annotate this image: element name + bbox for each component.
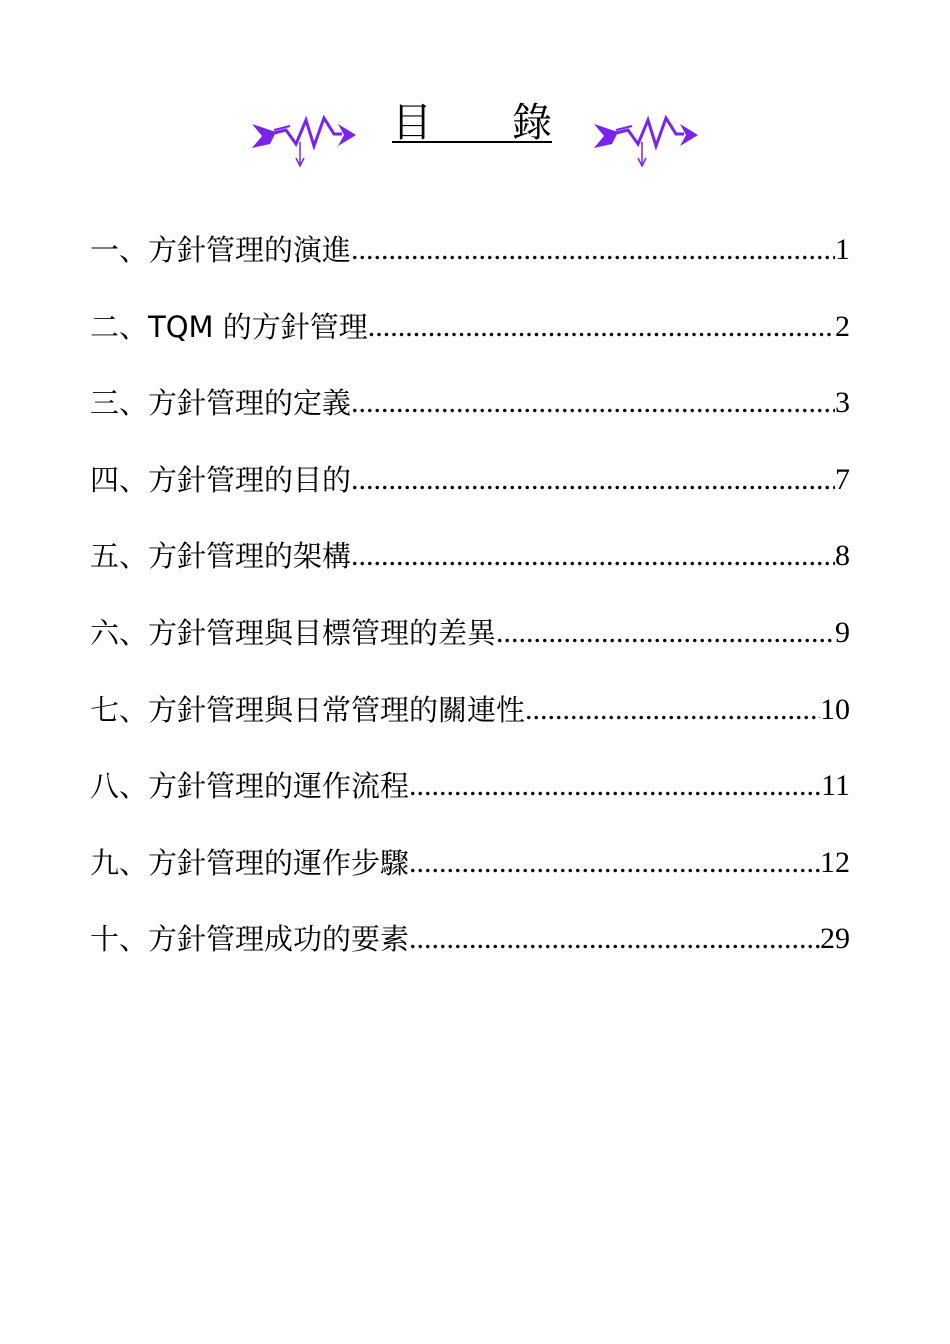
- dot-leader: [351, 458, 835, 502]
- toc-page-number: 29: [820, 922, 850, 956]
- toc-entry[interactable]: [90, 841, 850, 918]
- toc-entry-label: 六、方針管理與目標管理的差異: [90, 615, 497, 650]
- zigzag-arrow-icon: [250, 104, 358, 168]
- toc-page-number: 8: [835, 539, 850, 573]
- toc-entry[interactable]: [90, 534, 850, 611]
- toc-entry[interactable]: [90, 611, 850, 688]
- toc-entry[interactable]: [90, 228, 850, 305]
- toc-entry-label: 二、TQM 的方針管理: [90, 309, 368, 344]
- dot-leader: [409, 917, 820, 961]
- toc-entry[interactable]: [90, 688, 850, 765]
- toc-entry-label: 九、方針管理的運作步驟: [90, 845, 410, 880]
- toc-page-number: 2: [835, 309, 850, 343]
- zigzag-arrow-icon: [592, 104, 700, 168]
- toc-page-number: 1: [835, 233, 850, 266]
- dot-leader: [409, 841, 820, 885]
- toc-entry[interactable]: [90, 764, 850, 841]
- toc-page-number: 11: [821, 769, 850, 803]
- dot-leader: [496, 611, 835, 655]
- dot-leader: [368, 305, 835, 349]
- toc-entry[interactable]: [90, 381, 850, 458]
- toc-entry[interactable]: [90, 917, 850, 994]
- page-title: 目 錄: [392, 100, 552, 146]
- dot-leader: [351, 381, 835, 425]
- dot-leader: [351, 228, 835, 272]
- toc-entry-label: 八、方針管理的運作流程: [90, 769, 410, 804]
- toc-entry-label: 一、方針管理的演進: [90, 233, 352, 267]
- table-of-contents: [90, 228, 850, 994]
- toc-entry-label: 三、方針管理的定義: [90, 386, 352, 421]
- toc-page-number: 12: [820, 845, 850, 879]
- dot-leader: [351, 534, 835, 578]
- title-row: [0, 96, 950, 176]
- toc-page-number: 9: [835, 615, 850, 649]
- toc-entry[interactable]: [90, 458, 850, 535]
- toc-page-number: 3: [835, 386, 850, 420]
- toc-page-number: 10: [820, 692, 850, 726]
- toc-entry-label: 四、方針管理的目的: [90, 462, 352, 497]
- toc-page-number: 7: [835, 462, 850, 496]
- toc-entry-label: 七、方針管理與日常管理的關連性: [90, 692, 526, 727]
- dot-leader: [409, 764, 821, 808]
- toc-entry-label: 五、方針管理的架構: [90, 539, 352, 574]
- toc-entry[interactable]: [90, 305, 850, 382]
- dot-leader: [525, 688, 820, 732]
- toc-entry-label: 十、方針管理成功的要素: [90, 922, 410, 957]
